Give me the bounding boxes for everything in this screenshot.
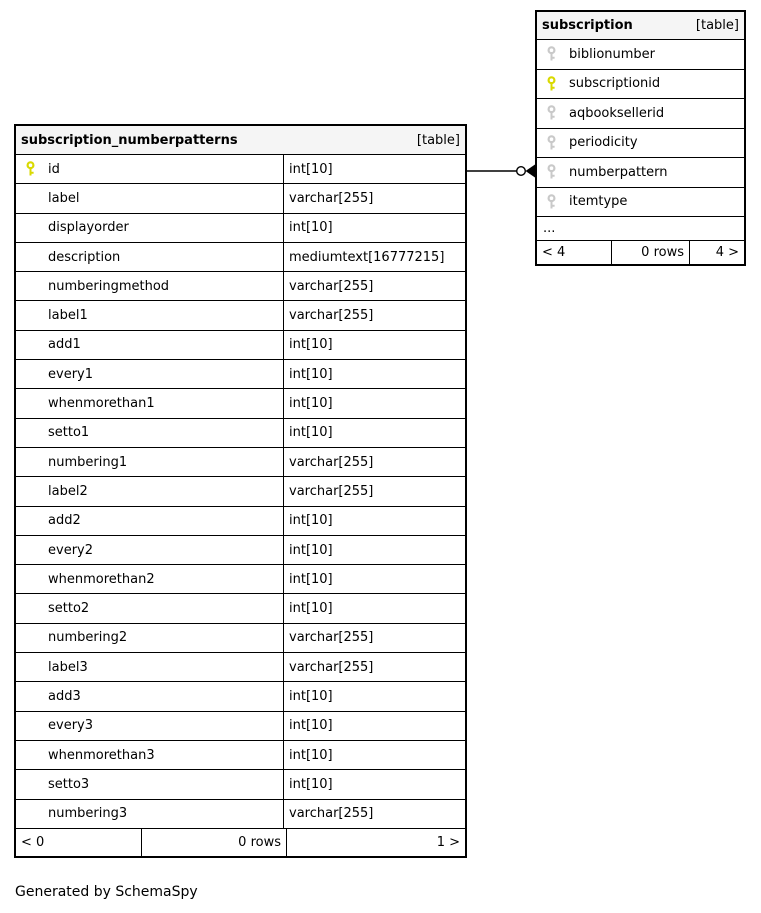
table-row: [537, 129, 744, 159]
table-row: [16, 272, 465, 301]
index-key-icon: [546, 46, 569, 62]
column-type-cell: [283, 770, 465, 798]
table-paginator: [537, 241, 744, 264]
column-type-cell: [283, 214, 465, 242]
column-name: whenmorethan2: [48, 571, 155, 587]
no-key-spacer: [25, 601, 48, 617]
column-name-cell: [537, 158, 744, 187]
column-name: label2: [48, 483, 88, 499]
column-name: label: [48, 190, 80, 206]
column-name-cell: [16, 477, 283, 505]
left-table-body: [16, 155, 465, 829]
column-name: whenmorethan3: [48, 747, 155, 763]
column-name: numbering2: [48, 630, 128, 646]
primary-key-icon: [546, 76, 569, 92]
no-key-spacer: [25, 366, 48, 382]
table-tag: [table]: [695, 18, 739, 33]
no-key-spacer: [25, 396, 48, 412]
column-type: int[10]: [289, 747, 333, 763]
table-row: [16, 477, 465, 506]
column-name-cell: [16, 712, 283, 740]
column-name: setto3: [48, 776, 90, 792]
column-type-cell: [283, 741, 465, 769]
column-type-cell: [283, 594, 465, 622]
column-type: varchar[255]: [289, 308, 374, 324]
no-key-spacer: [25, 513, 48, 529]
column-name-cell: [537, 188, 744, 217]
paginator-next: 1 >: [436, 834, 460, 850]
table-row: [16, 624, 465, 653]
column-type-cell: [283, 301, 465, 329]
paginator-next: 4 >: [715, 245, 739, 260]
column-name-cell: [16, 624, 283, 652]
column-type: int[10]: [289, 542, 333, 558]
table-subscription[interactable]: [535, 10, 746, 266]
column-type: mediumtext[16777215]: [289, 249, 445, 265]
primary-key-icon: [25, 161, 48, 177]
more-columns-ellipsis: ...: [537, 217, 744, 241]
column-name: every3: [48, 718, 93, 734]
table-row: [16, 331, 465, 360]
column-name: setto1: [48, 425, 90, 441]
column-type-cell: [283, 360, 465, 388]
index-key-icon: [546, 194, 569, 210]
column-name: setto2: [48, 601, 90, 617]
no-key-spacer: [25, 220, 48, 236]
column-type-cell: [283, 155, 465, 183]
column-name-cell: [16, 770, 283, 798]
column-type: int[10]: [289, 366, 333, 382]
column-name-cell: [16, 594, 283, 622]
column-type-cell: [283, 184, 465, 212]
column-type: int[10]: [289, 688, 333, 704]
no-key-spacer: [25, 190, 48, 206]
column-name: numberpattern: [569, 164, 668, 180]
paginator-rowcount: 0 rows: [612, 241, 690, 264]
table-row: [16, 507, 465, 536]
table-row: [16, 800, 465, 829]
column-type: int[10]: [289, 513, 333, 529]
column-name-cell: [16, 800, 283, 828]
table-row: [16, 741, 465, 770]
table-row: [16, 770, 465, 799]
table-row: [537, 99, 744, 129]
no-key-spacer: [25, 630, 48, 646]
column-type-cell: [283, 477, 465, 505]
column-name: add1: [48, 337, 81, 353]
relationship-arrowhead-icon: [526, 165, 536, 178]
table-header: [537, 12, 744, 40]
no-key-spacer: [25, 542, 48, 558]
column-name: periodicity: [569, 135, 638, 151]
column-type-cell: [283, 624, 465, 652]
column-name: add3: [48, 688, 81, 704]
column-type-cell: [283, 712, 465, 740]
column-type-cell: [283, 243, 465, 271]
table-row: [16, 184, 465, 213]
column-type-cell: [283, 565, 465, 593]
column-name: label3: [48, 659, 88, 675]
column-type-cell: [283, 272, 465, 300]
index-key-icon: [546, 135, 569, 151]
table-row: [16, 389, 465, 418]
table-row: [16, 712, 465, 741]
column-type: varchar[255]: [289, 454, 374, 470]
column-type: int[10]: [289, 601, 333, 617]
table-header: [16, 126, 465, 155]
column-type: int[10]: [289, 425, 333, 441]
column-name-cell: [16, 565, 283, 593]
no-key-spacer: [25, 278, 48, 294]
column-type: int[10]: [289, 571, 333, 587]
table-row: [16, 360, 465, 389]
column-name: label1: [48, 308, 88, 324]
column-name: aqbooksellerid: [569, 105, 665, 121]
table-row: [16, 653, 465, 682]
column-type: int[10]: [289, 396, 333, 412]
no-key-spacer: [25, 249, 48, 265]
column-name-cell: [16, 272, 283, 300]
table-row: [16, 565, 465, 594]
column-name-cell: [16, 155, 283, 183]
column-type: int[10]: [289, 776, 333, 792]
column-type: varchar[255]: [289, 278, 374, 294]
table-row: [16, 682, 465, 711]
generated-by-note: Generated by SchemaSpy: [15, 884, 198, 900]
table-row: [16, 243, 465, 272]
column-type-cell: [283, 419, 465, 447]
column-name-cell: [16, 389, 283, 417]
index-key-icon: [546, 164, 569, 180]
table-row: [537, 188, 744, 218]
column-name: whenmorethan1: [48, 396, 155, 412]
paginator-rowcount: 0 rows: [142, 829, 287, 856]
no-key-spacer: [25, 806, 48, 822]
column-name: numbering1: [48, 454, 128, 470]
no-key-spacer: [25, 718, 48, 734]
column-name: displayorder: [48, 220, 129, 236]
column-name-cell: [16, 448, 283, 476]
table-row: [537, 158, 744, 188]
column-type: varchar[255]: [289, 483, 374, 499]
right-table-body: [537, 40, 744, 217]
column-name-cell: [16, 243, 283, 271]
column-name-cell: [16, 507, 283, 535]
index-key-icon: [546, 105, 569, 121]
no-key-spacer: [25, 337, 48, 353]
no-key-spacer: [25, 659, 48, 675]
column-type: int[10]: [289, 718, 333, 734]
table-title: subscription_numberpatterns: [21, 132, 238, 148]
table-row: [16, 419, 465, 448]
column-name-cell: [16, 741, 283, 769]
column-type-cell: [283, 800, 465, 828]
table-subscription-numberpatterns[interactable]: [14, 124, 467, 858]
column-name-cell: [16, 360, 283, 388]
zero-cardinality-circle-icon: [517, 167, 526, 176]
column-name-cell: [16, 184, 283, 212]
no-key-spacer: [25, 308, 48, 324]
table-row: [16, 155, 465, 184]
column-name: description: [48, 249, 121, 265]
table-row: [16, 448, 465, 477]
table-row: [537, 40, 744, 70]
no-key-spacer: [25, 425, 48, 441]
column-type: int[10]: [289, 161, 333, 177]
column-name: every1: [48, 366, 93, 382]
column-type: varchar[255]: [289, 659, 374, 675]
column-name: numbering3: [48, 806, 128, 822]
column-type: varchar[255]: [289, 806, 374, 822]
paginator-prev: < 4: [537, 241, 612, 264]
column-name-cell: [537, 40, 744, 69]
table-row: [537, 70, 744, 100]
relationship-connector: [467, 161, 535, 181]
column-type-cell: [283, 682, 465, 710]
no-key-spacer: [25, 483, 48, 499]
column-type-cell: [283, 331, 465, 359]
column-name-cell: [537, 129, 744, 158]
column-name-cell: [16, 419, 283, 447]
column-name-cell: [16, 536, 283, 564]
column-name-cell: [537, 99, 744, 128]
table-tag: [table]: [416, 132, 460, 148]
column-name-cell: [16, 682, 283, 710]
column-type: varchar[255]: [289, 190, 374, 206]
column-type: int[10]: [289, 337, 333, 353]
column-name: subscriptionid: [569, 76, 661, 92]
table-title: subscription: [542, 18, 633, 33]
table-row: [16, 214, 465, 243]
table-row: [16, 301, 465, 330]
column-name: biblionumber: [569, 46, 656, 62]
column-name-cell: [537, 70, 744, 99]
column-name: every2: [48, 542, 93, 558]
column-type-cell: [283, 448, 465, 476]
no-key-spacer: [25, 747, 48, 763]
table-row: [16, 594, 465, 623]
column-name: add2: [48, 513, 81, 529]
column-type: varchar[255]: [289, 630, 374, 646]
column-name-cell: [16, 214, 283, 242]
column-name-cell: [16, 301, 283, 329]
column-type: int[10]: [289, 220, 333, 236]
no-key-spacer: [25, 688, 48, 704]
no-key-spacer: [25, 776, 48, 792]
table-row: [16, 536, 465, 565]
column-name-cell: [16, 331, 283, 359]
column-type-cell: [283, 389, 465, 417]
no-key-spacer: [25, 571, 48, 587]
column-name: numberingmethod: [48, 278, 170, 294]
column-type-cell: [283, 507, 465, 535]
column-type-cell: [283, 653, 465, 681]
paginator-prev: < 0: [16, 829, 142, 856]
column-name: itemtype: [569, 194, 628, 210]
column-type-cell: [283, 536, 465, 564]
column-name: id: [48, 161, 60, 177]
no-key-spacer: [25, 454, 48, 470]
column-name-cell: [16, 653, 283, 681]
table-paginator: [16, 829, 465, 856]
